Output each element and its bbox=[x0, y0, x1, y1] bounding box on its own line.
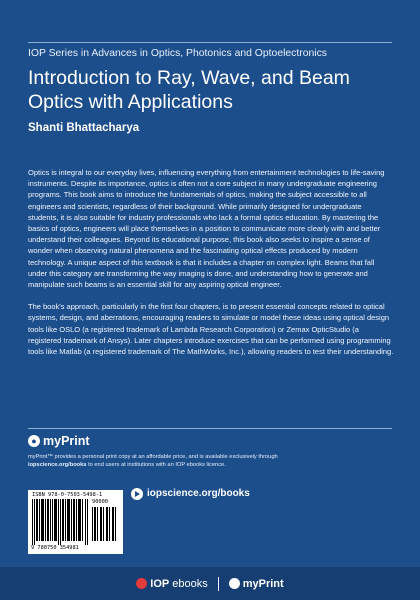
footer-myprint-text: myPrint bbox=[242, 577, 284, 590]
myprint-logo bbox=[28, 434, 90, 448]
myprint-logo-icon bbox=[229, 578, 240, 589]
footer-separator bbox=[218, 577, 219, 591]
myprint-divider bbox=[28, 428, 392, 429]
ebooks-text: ebooks bbox=[172, 577, 208, 590]
website-link[interactable]: iopscience.org/books bbox=[147, 488, 250, 499]
myprint-logo-text: myPrint bbox=[43, 434, 90, 448]
description-paragraph-2: The book's approach, particularly in the first four chapters, is to present essential concepts related to optical systems, design, and aberrations, encouraging readers to simulate or model these ideas using optical design tools like OSLO (a registered trademark of Lambda Research Corporation) or Zemax OpticStudio (a registered trademark of Ansys). Later chapters introduce exercises that can be performed using programming tools like Matlab (a registered trademark of The MathWorks, Inc.), allowing readers to test their understanding. bbox=[28, 302, 394, 357]
arrow-circle-icon bbox=[131, 488, 143, 500]
title-line-2: Optics with Applications bbox=[28, 91, 233, 113]
book-title bbox=[28, 66, 398, 114]
footer-bar bbox=[0, 567, 420, 600]
myprint-note-text: myPrint™ provides a personal print copy at an affordable price, and is available exclusively through bbox=[28, 454, 278, 460]
author-name: Shanti Bhattacharya bbox=[28, 122, 140, 134]
price-code: 90000 bbox=[92, 499, 108, 505]
footer-myprint-logo bbox=[229, 578, 284, 590]
book-description bbox=[28, 167, 394, 368]
myprint-logo-icon: ● bbox=[28, 435, 40, 447]
myprint-note-link[interactable]: iopscience.org/books bbox=[28, 462, 87, 469]
myprint-note-end: to end users at institutions with an IOP ebooks licence. bbox=[86, 462, 226, 469]
title-line-1: Introduction to Ray, Wave, and Beam bbox=[28, 67, 350, 89]
myprint-note bbox=[28, 453, 394, 470]
top-divider bbox=[28, 42, 392, 43]
description-paragraph-1: Optics is integral to our everyday lives, influencing everything from entertainment technologies to life-saving instruments. Despite its importance, optics is often not a core subject in many undergraduate engineering programs. This book aims to introduce the fundamentals of optics, making the subject accessible to all engineers and scientists, regardless of their background. While primarily designed for undergraduate students, it is also suitable for industry professionals who lack a formal optics education. By mastering the basics of optics, engineers will place themselves in a position to communicate more clearly with and better understand their colleagues. Beyond its educational purpose, this book also seeks to inspire a sense of wonder when observing natural phenomena and the fascinating optical effects produced by modern technology. A unique aspect of this textbook is that it includes a chapter on complex light. Beams that fall under this category are transforming the way imaging is done, and understanding how to generate and manipulate such beams is an essential skill for any aspiring optical engineer. bbox=[28, 168, 385, 290]
price-barcode-bars bbox=[92, 507, 118, 541]
isbn-barcode bbox=[28, 490, 123, 554]
barcode-bars bbox=[32, 499, 90, 545]
series-name: IOP Series in Advances in Optics, Photonics and Optoelectronics bbox=[28, 48, 327, 59]
iop-logo bbox=[136, 578, 207, 590]
isbn-number: ISBN 978-0-7503-5498-1 bbox=[32, 492, 103, 498]
iop-logo-icon bbox=[136, 578, 147, 589]
iop-logo-text: IOP bbox=[150, 577, 170, 590]
barcode-digits: 9 780750 354981 bbox=[31, 545, 79, 551]
